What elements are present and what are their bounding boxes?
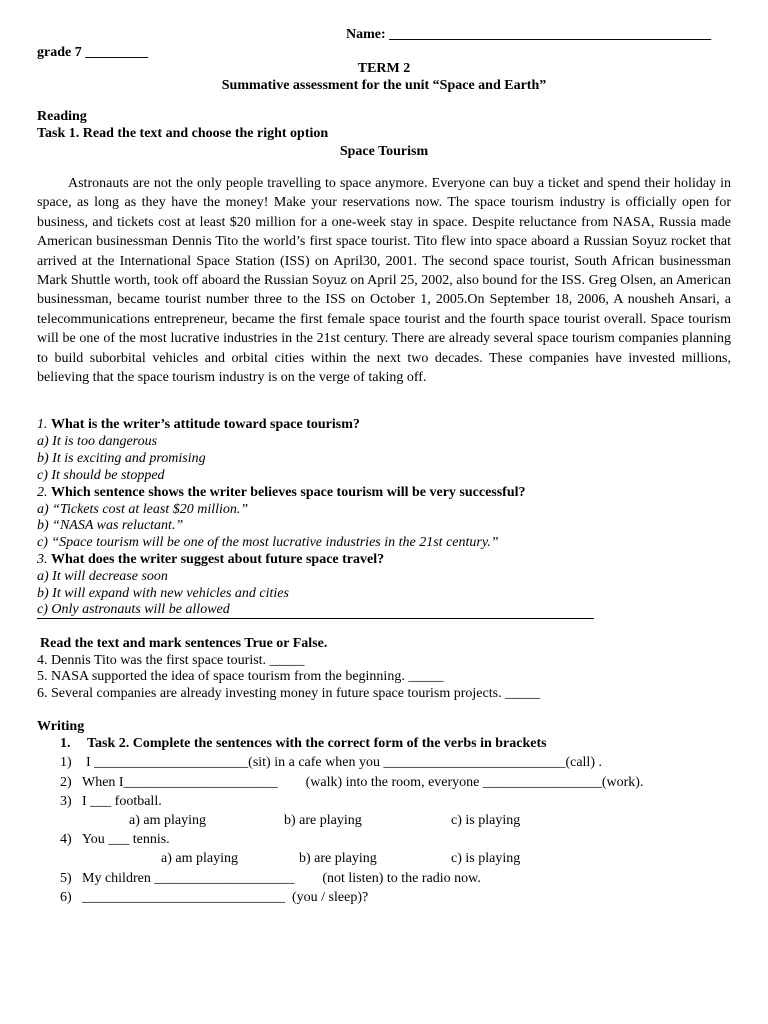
- grade-line: grade 7 _________: [37, 45, 149, 60]
- question-text: What is the writer’s attitude toward space tourism?: [51, 417, 360, 432]
- item-4-option-c: c) is playing: [451, 851, 521, 866]
- question-1: [37, 416, 360, 433]
- item-2: When I______________________ (walk) into the room, everyone _________________(work).: [82, 775, 644, 790]
- option-1c: c) It should be stopped: [37, 468, 165, 483]
- term-heading: TERM 2: [357, 61, 411, 76]
- task2-number: 1.: [60, 736, 71, 751]
- question-text: Which sentence shows the writer believes space tourism will be very successful?: [51, 485, 526, 500]
- name-line: Name: ______________________________________________: [346, 27, 712, 42]
- reading-passage: Astronauts are not the only people travelling to space anymore. Everyone can buy a ticket and spend their holiday in space, as long as they have the money! Make your reservations now. The space tourism industry is officially open for business, and tickets cost at least $20 million for a one-week stay in space. Despite reluctance from NASA, Russia made American businessman Dennis Tito the world’s first space tourist. Tito flew into space aboard a Russian Soyuz rocket that arrived at the International Space Station (ISS) on April30, 2001. The second space tourist, South African businessman Mark Shuttle worth, took off aboard the Russian Soyuz on April 25, 2002, also bound for the ISS. Greg Olsen, an American businessman, became tourist number three to the ISS on October 1, 2005.On September 18, 2006, A nousheh Ansari, a telecommunications entrepreneur, became the first female space tourist and the fourth space tourist overall. Space tourism will be one of the most lucrative industries in the 21st century. There are already several space tourism companies planning to build suborbital vehicles and orbital cities within the next two decades. These companies have invested millions, believing that the space tourism industry is on the verge of taking off.: [37, 176, 731, 386]
- option-2c: c) “Space tourism will be one of the most lucrative industries in the 21st century.”: [37, 535, 499, 550]
- item-4-option-b: b) are playing: [299, 851, 377, 866]
- item-5: My children ____________________ (not listen) to the radio now.: [82, 871, 481, 886]
- item-3-option-b: b) are playing: [284, 813, 362, 828]
- item-3-option-c: c) is playing: [451, 813, 521, 828]
- question-number: 3.: [37, 552, 48, 567]
- assessment-title: Summative assessment for the unit “Space and Earth”: [221, 78, 547, 93]
- tf-item-6: 6. Several companies are already investing money in future space tourism projects. _____: [37, 686, 541, 701]
- item-3-option-a: a) am playing: [129, 813, 206, 828]
- item-6: _____________________________ (you / sleep)?: [82, 890, 369, 905]
- item-4: You ___ tennis.: [82, 832, 170, 847]
- item-1: I ______________________(sit) in a cafe when you __________________________(call) .: [86, 755, 602, 770]
- item-number-6: 6): [60, 890, 72, 905]
- option-3b: b) It will expand with new vehicles and cities: [37, 586, 289, 601]
- item-3: I ___ football.: [82, 794, 162, 809]
- option-1a: a) It is too dangerous: [37, 434, 158, 449]
- option-3c: c) Only astronauts will be allowed: [37, 602, 230, 617]
- reading-heading: Reading: [37, 109, 87, 124]
- tf-title: Read the text and mark sentences True or False.: [40, 636, 328, 651]
- question-number: 1.: [37, 417, 48, 432]
- question-number: 2.: [37, 485, 48, 500]
- text-title: Space Tourism: [339, 144, 429, 159]
- question-3: [37, 551, 384, 568]
- task2-title: Task 2. Complete the sentences with the correct form of the verbs in brackets: [87, 736, 547, 751]
- item-number-5: 5): [60, 871, 72, 886]
- item-number-1: 1): [60, 755, 72, 770]
- option-1b: b) It is exciting and promising: [37, 451, 206, 466]
- task1-title: Task 1. Read the text and choose the right option: [37, 126, 329, 141]
- option-3a: a) It will decrease soon: [37, 569, 168, 584]
- option-2a: a) “Tickets cost at least $20 million.”: [37, 502, 249, 517]
- item-4-option-a: a) am playing: [161, 851, 238, 866]
- item-number-2: 2): [60, 775, 72, 790]
- item-number-4: 4): [60, 832, 72, 847]
- item-number-3: 3): [60, 794, 72, 809]
- option-2b: b) “NASA was reluctant.”: [37, 518, 184, 533]
- question-2: [37, 484, 526, 501]
- tf-item-4: 4. Dennis Tito was the first space tourist. _____: [37, 653, 305, 668]
- section-divider: [37, 618, 594, 619]
- tf-item-5: 5. NASA supported the idea of space tourism from the beginning. _____: [37, 669, 444, 684]
- writing-heading: Writing: [37, 719, 85, 734]
- question-text: What does the writer suggest about future space travel?: [51, 552, 385, 567]
